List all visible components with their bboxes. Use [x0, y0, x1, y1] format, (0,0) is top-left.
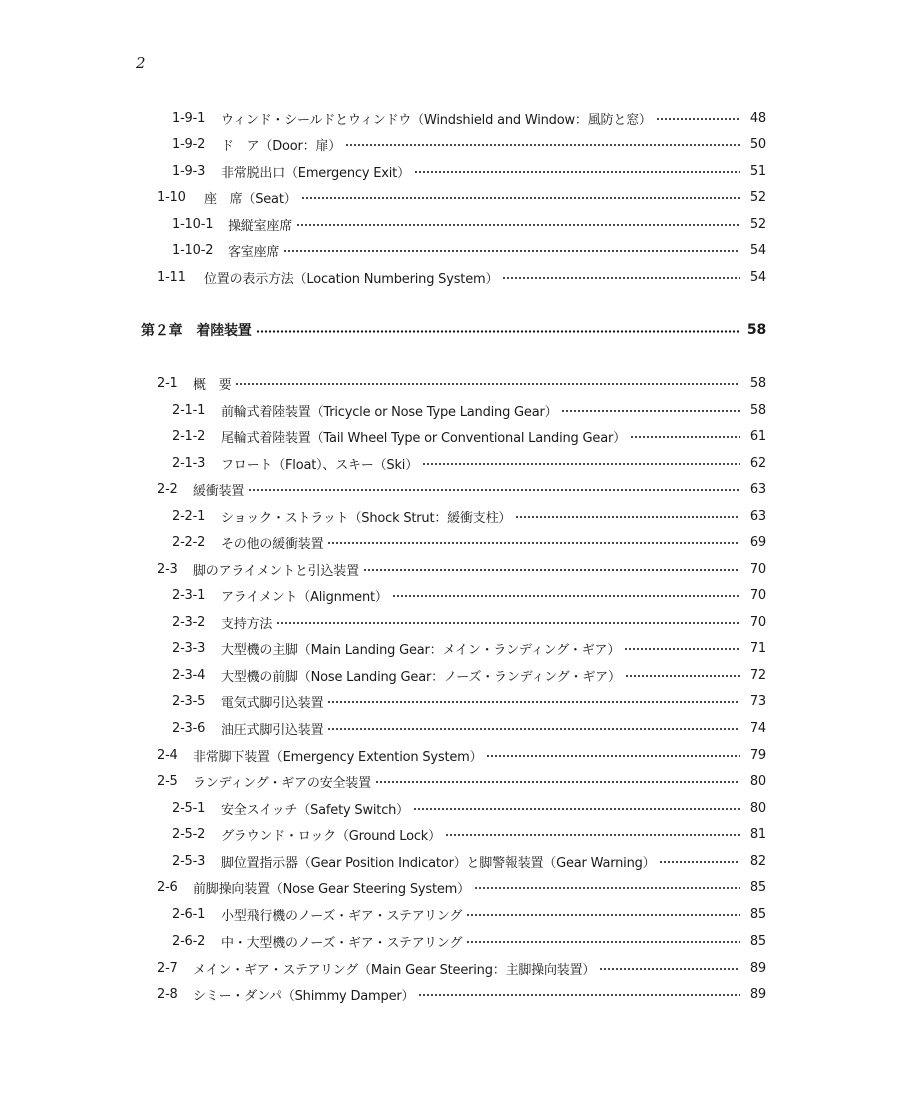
toc-entry-number: 2-3: [157, 561, 178, 577]
dot-leader: [375, 781, 740, 783]
dot-leader: [414, 171, 740, 173]
toc-entry-page: 50: [749, 136, 766, 152]
toc-entry-page: 80: [749, 773, 766, 789]
toc-entry-page: 63: [749, 481, 766, 497]
toc-entry-title: 電気式脚引込装置: [221, 695, 324, 711]
toc-entry-number: 2-2: [157, 481, 178, 497]
toc-entry-page: 58: [749, 402, 766, 418]
dot-leader: [502, 277, 740, 279]
toc-entry-page: 80: [749, 800, 766, 816]
dot-leader: [363, 569, 740, 571]
toc-entry-number: 2-3-5: [172, 693, 206, 709]
dot-leader: [599, 968, 740, 970]
toc-entry-number: 2-1-3: [172, 455, 206, 471]
toc-entry: [172, 158, 766, 184]
toc-entry: [172, 795, 766, 821]
toc-entry-page: 58: [749, 375, 766, 391]
page-number: 2: [136, 54, 146, 72]
toc-entry-page: 79: [749, 747, 766, 763]
toc-entry-title: 前輪式着陸装置（Tricycle or Nose Type Landing Gear）: [221, 404, 558, 420]
toc-entry-page: 81: [749, 826, 766, 842]
toc-entry-page: 61: [749, 428, 766, 444]
toc-entry-number: 2-4: [157, 747, 178, 763]
toc-entry: [157, 768, 766, 794]
toc-entry-number: 2-5-2: [172, 826, 206, 842]
dot-leader: [422, 463, 740, 465]
toc-entry-title: 非常脱出口（Emergency Exit）: [221, 165, 410, 181]
dot-leader: [630, 436, 740, 438]
toc-entry-page: 52: [749, 216, 766, 232]
dot-leader: [276, 622, 740, 624]
toc-entry-number: 2-1-1: [172, 402, 206, 418]
toc-entry-number: 2-7: [157, 960, 178, 976]
toc-entry-title: 位置の表示方法（Location Numbering System）: [204, 271, 499, 287]
toc-entry-title: 脚位置指示器（Gear Position Indicator）と脚警報装置（Gear Warning）: [221, 855, 656, 871]
toc-entry: [172, 397, 766, 423]
toc-entry-title: 支持方法: [221, 616, 273, 632]
toc-entry-page: 89: [749, 986, 766, 1002]
toc-entry: [157, 370, 766, 396]
toc-entry-page: 70: [749, 614, 766, 630]
toc-entry: [172, 105, 766, 131]
toc-entry-page: 54: [749, 242, 766, 258]
toc-entry-page: 71: [749, 640, 766, 656]
toc-entry: [157, 955, 766, 981]
toc-entry-number: 1-10: [157, 189, 186, 205]
toc-entry: [172, 715, 766, 741]
dot-leader: [283, 250, 740, 252]
toc-entry-title: 非常脚下装置（Emergency Extention System）: [193, 749, 483, 765]
dot-leader: [235, 383, 740, 385]
toc-entry-title: 安全スイッチ（Safety Switch）: [221, 802, 409, 818]
toc-entry-page: 72: [749, 667, 766, 683]
dot-leader: [624, 648, 740, 650]
toc-entry-title: 大型機の前脚（Nose Landing Gear：ノーズ・ランディング・ギア）: [221, 669, 621, 685]
dot-leader: [392, 595, 740, 597]
toc-entry-title: 操縦室座席: [228, 218, 293, 234]
toc-entry-title: メイン・ギア・ステアリング（Main Gear Steering：主脚操向装置）: [193, 962, 596, 978]
toc-entry-number: 2-5-3: [172, 853, 206, 869]
toc-entry: [172, 211, 766, 237]
toc-entry: [172, 582, 766, 608]
toc-entry: [172, 662, 766, 688]
toc-entry-title: アライメント（Alignment）: [221, 589, 388, 605]
dot-leader: [486, 755, 740, 757]
dot-leader: [345, 144, 740, 146]
toc-entry-number: 2-8: [157, 986, 178, 1002]
toc-entry: [172, 928, 766, 954]
toc-entry-number: 2-3-4: [172, 667, 206, 683]
toc-entry-number: 1-10-1: [172, 216, 214, 232]
toc-entry-page: 70: [749, 587, 766, 603]
toc-entry-title: シミー・ダンパ（Shimmy Damper）: [193, 988, 415, 1004]
toc-entry: [157, 184, 766, 210]
toc-entry-page: 73: [749, 693, 766, 709]
toc-entry-title: 大型機の主脚（Main Landing Gear：メイン・ランディング・ギア）: [221, 642, 621, 658]
toc-entry-number: 1-9-2: [172, 136, 206, 152]
toc-entry-title: グラウンド・ロック（Ground Lock）: [221, 828, 441, 844]
toc-entry-title: 脚のアライメントと引込装置: [193, 563, 359, 579]
toc-entry-number: 1-10-2: [172, 242, 214, 258]
toc-entry-title: 中・大型機のノーズ・ギア・ステアリング: [221, 935, 463, 951]
toc-entry: [172, 848, 766, 874]
toc-entry-number: 2-5: [157, 773, 178, 789]
dot-leader: [659, 861, 740, 863]
toc-entry-page: 85: [749, 879, 766, 895]
toc-entry-title: 客室座席: [228, 244, 280, 260]
dot-leader: [656, 118, 740, 120]
dot-leader: [301, 197, 740, 199]
toc-entry-title: ド ア（Door：扉）: [221, 138, 342, 154]
dot-leader: [256, 330, 740, 333]
toc-entry: [172, 131, 766, 157]
toc-entry-title: その他の緩衝装置: [221, 536, 324, 552]
toc-entry: [172, 635, 766, 661]
toc-entry: [172, 237, 766, 263]
dot-leader: [625, 675, 740, 677]
toc-entry-number: 1-11: [157, 269, 186, 285]
toc-entry-number: 2-3-3: [172, 640, 206, 656]
toc-entry: [172, 821, 766, 847]
dot-leader: [248, 489, 740, 491]
toc-entry-page: 63: [749, 508, 766, 524]
toc-entry: [172, 688, 766, 714]
toc-entry: [157, 556, 766, 582]
dot-leader: [466, 941, 740, 943]
toc-entry: [172, 450, 766, 476]
dot-leader: [418, 994, 740, 996]
toc-entry-title: 座 席（Seat）: [204, 191, 297, 207]
toc-entry-number: 2-2-2: [172, 534, 206, 550]
dot-leader: [445, 834, 740, 836]
toc-entry-title: 前脚操向装置（Nose Gear Steering System）: [193, 881, 470, 897]
dot-leader: [474, 887, 740, 889]
toc-entry-number: 2-6-1: [172, 906, 206, 922]
toc-entry: [172, 503, 766, 529]
toc-entry-page: 62: [749, 455, 766, 471]
toc-entry-number: 1-9-1: [172, 110, 206, 126]
toc-entry-number: 2-2-1: [172, 508, 206, 524]
toc-entry: [172, 529, 766, 555]
dot-leader: [413, 808, 740, 810]
toc-entry-page: 85: [749, 933, 766, 949]
toc-entry: [172, 901, 766, 927]
toc-entry-page: 85: [749, 906, 766, 922]
toc-entry-number: 2-6: [157, 879, 178, 895]
toc-entry-number: 第２章: [141, 323, 183, 339]
toc-entry-title: フロート（Float）、スキー（Ski）: [221, 457, 418, 473]
toc-entry-page: 51: [749, 163, 766, 179]
toc-entry-number: 2-3-1: [172, 587, 206, 603]
toc-entry-title: ランディング・ギアの安全装置: [193, 775, 371, 791]
toc-entry-number: 2-3-6: [172, 720, 206, 736]
toc-entry-number: 2-1: [157, 375, 178, 391]
toc-entry-title: 緩衝装置: [193, 483, 245, 499]
toc-entry-number: 1-9-3: [172, 163, 206, 179]
toc-entry-page: 54: [749, 269, 766, 285]
toc-entry: [172, 423, 766, 449]
toc-entry-page: 58: [746, 322, 766, 338]
toc-entry-page: 69: [749, 534, 766, 550]
toc-entry-title: 小型飛行機のノーズ・ギア・ステアリング: [221, 908, 463, 924]
dot-leader: [327, 728, 740, 730]
dot-leader: [561, 410, 740, 412]
toc-entry-number: 2-6-2: [172, 933, 206, 949]
toc-entry: [157, 742, 766, 768]
toc-entry-title: ショック・ストラット（Shock Strut：緩衝支柱）: [221, 510, 512, 526]
dot-leader: [515, 516, 740, 518]
toc-entry-page: 48: [749, 110, 766, 126]
dot-leader: [327, 542, 740, 544]
toc-entry: [157, 264, 766, 290]
toc-entry-title: 油圧式脚引込装置: [221, 722, 324, 738]
toc-entry-title: 概 要: [193, 377, 232, 393]
dot-leader: [296, 224, 740, 226]
toc-entry: [157, 981, 766, 1007]
toc-entry-number: 2-1-2: [172, 428, 206, 444]
toc-entry-number: 2-5-1: [172, 800, 206, 816]
toc-entry: [157, 476, 766, 502]
toc-entry-title: 着陸装置: [196, 323, 252, 339]
dot-leader: [327, 701, 740, 703]
toc-entry-number: 2-3-2: [172, 614, 206, 630]
toc-entry: [172, 609, 766, 635]
toc-entry-title: ウィンド・シールドとウィンドウ（Windshield and Window：風防と窓）: [221, 112, 652, 128]
toc-entry-page: 52: [749, 189, 766, 205]
toc-entry: [157, 874, 766, 900]
toc-entry-title: 尾輪式着陸装置（Tail Wheel Type or Conventional Landing Gear）: [221, 430, 626, 446]
toc-entry-page: 74: [749, 720, 766, 736]
toc-chapter: [141, 317, 766, 343]
toc-entry-page: 70: [749, 561, 766, 577]
dot-leader: [466, 914, 740, 916]
toc-entry-page: 89: [749, 960, 766, 976]
toc-entry-page: 82: [749, 853, 766, 869]
